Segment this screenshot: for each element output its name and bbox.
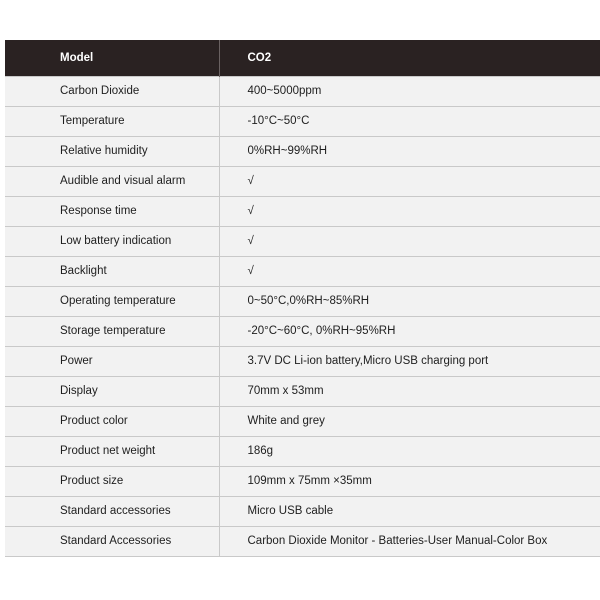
spec-row [5, 346, 600, 376]
spec-value: 0~50°C,0%RH~85%RH [219, 286, 600, 316]
spec-value: √ [219, 196, 600, 226]
spec-value: 186g [219, 436, 600, 466]
spec-label: Product color [5, 406, 219, 436]
spec-row [5, 466, 600, 496]
spec-value: -20°C~60°C, 0%RH~95%RH [219, 316, 600, 346]
spec-value: 3.7V DC Li-ion battery,Micro USB charging port [219, 346, 600, 376]
spec-row [5, 76, 600, 106]
spec-table-header [5, 40, 600, 76]
spec-label: Product net weight [5, 436, 219, 466]
spec-label: Temperature [5, 106, 219, 136]
spec-value: 400~5000ppm [219, 76, 600, 106]
spec-row [5, 256, 600, 286]
spec-row [5, 136, 600, 166]
spec-table-body [5, 76, 600, 556]
spec-label: Standard Accessories [5, 526, 219, 556]
spec-value: 109mm x 75mm ×35mm [219, 466, 600, 496]
spec-row [5, 316, 600, 346]
spec-row [5, 406, 600, 436]
spec-value: 70mm x 53mm [219, 376, 600, 406]
header-row [5, 40, 600, 76]
spec-table [5, 40, 600, 557]
spec-value: White and grey [219, 406, 600, 436]
spec-label: Display [5, 376, 219, 406]
spec-value: Carbon Dioxide Monitor - Batteries-User Manual-Color Box [219, 526, 600, 556]
spec-label: Audible and visual alarm [5, 166, 219, 196]
spec-row [5, 226, 600, 256]
spec-label: Standard accessories [5, 496, 219, 526]
spec-value: -10°C~50°C [219, 106, 600, 136]
spec-value: 0%RH~99%RH [219, 136, 600, 166]
spec-label: Low battery indication [5, 226, 219, 256]
spec-value: √ [219, 256, 600, 286]
spec-label: Power [5, 346, 219, 376]
spec-row [5, 496, 600, 526]
spec-value: √ [219, 226, 600, 256]
spec-label: Carbon Dioxide [5, 76, 219, 106]
spec-row [5, 166, 600, 196]
spec-value: √ [219, 166, 600, 196]
spec-value: Micro USB cable [219, 496, 600, 526]
spec-row [5, 106, 600, 136]
spec-label: Product size [5, 466, 219, 496]
spec-row [5, 436, 600, 466]
spec-row [5, 526, 600, 556]
header-label: Model [5, 40, 219, 76]
spec-row [5, 376, 600, 406]
spec-label: Backlight [5, 256, 219, 286]
spec-row [5, 286, 600, 316]
header-value: CO2 [247, 51, 272, 64]
spec-label: Operating temperature [5, 286, 219, 316]
spec-label: Storage temperature [5, 316, 219, 346]
spec-row [5, 196, 600, 226]
spec-label: Relative humidity [5, 136, 219, 166]
spec-label: Response time [5, 196, 219, 226]
